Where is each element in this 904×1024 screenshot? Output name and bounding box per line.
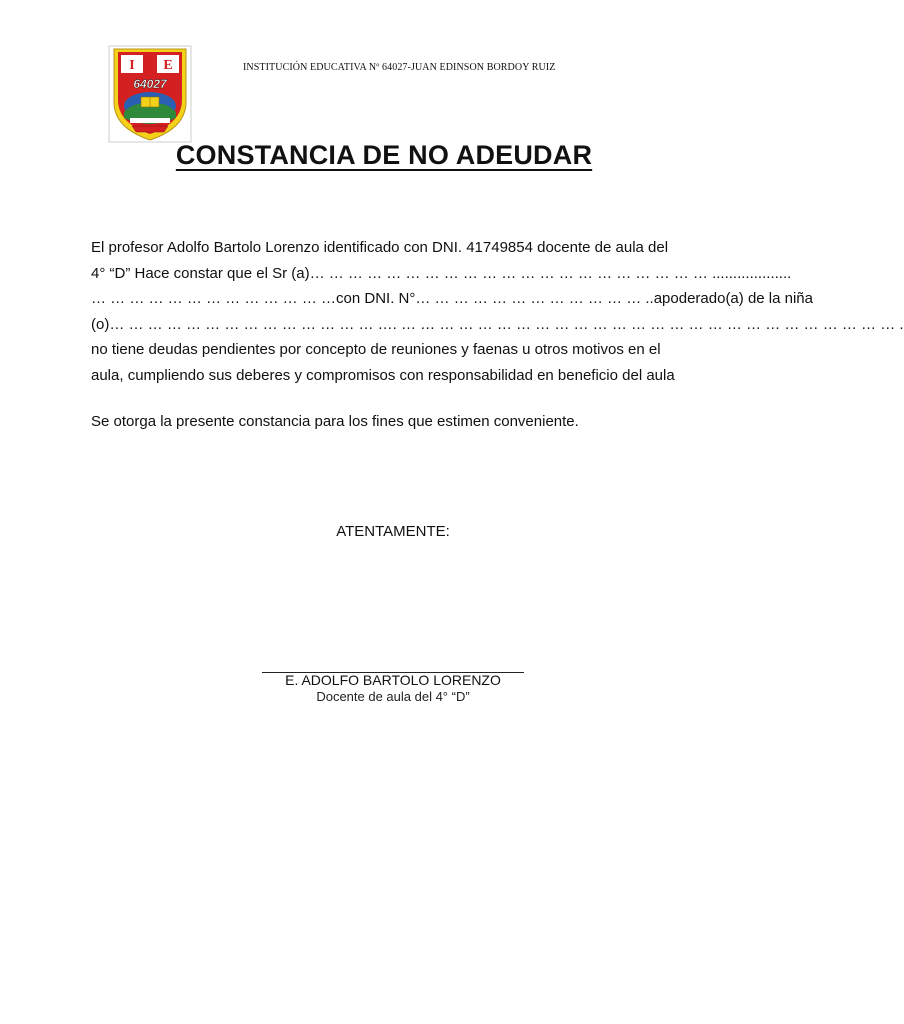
paragraph-line: … … … … … … … … … … … … …con DNI. N°… … … … … … … … … … … … ..apoderado(a) de la niña [91,290,813,308]
grant-statement: Se otorga la presente constancia para los fines que estimen conveniente. [91,413,579,430]
paragraph-line: no tiene deudas pendientes por concepto de reuniones y faenas u otros motivos en el [91,341,661,359]
paragraph-line: aula, cumpliendo sus deberes y compromisos con responsabilidad en beneficio del aula [91,366,675,384]
signatory-name: E. ADOLFO BARTOLO LORENZO [285,672,501,688]
crest-number: 64027 [133,77,167,91]
closing-salutation: ATENTAMENTE: [336,523,450,540]
crest-shield-icon [108,44,192,144]
certificate-paragraph [91,235,904,389]
paragraph-line: 4° “D” Hace constar que el Sr (a)… … … … … … … … … … … … … … … … … … … … … ................... [91,264,792,282]
document-title: CONSTANCIA DE NO ADEUDAR [175,140,593,170]
crest-letter-right: E [163,58,173,73]
document-title-container [0,140,768,171]
crest-letter-left: I [129,58,135,73]
paragraph-line: (o)… … … … … … … … … … … … … … …. … … … … … … … … … … … … … … … … … … … … … … … … … … . [91,315,904,333]
school-crest-logo [108,44,192,144]
signatory-role: Docente de aula del 4° “D” [316,689,470,704]
paragraph-line: El profesor Adolfo Bartolo Lorenzo identificado con DNI. 41749854 docente de aula del [91,239,669,256]
institution-name: INSTITUCIÓN EDUCATIVA Nº 64027-JUAN EDINSON BORDOY RUIZ [243,62,556,73]
